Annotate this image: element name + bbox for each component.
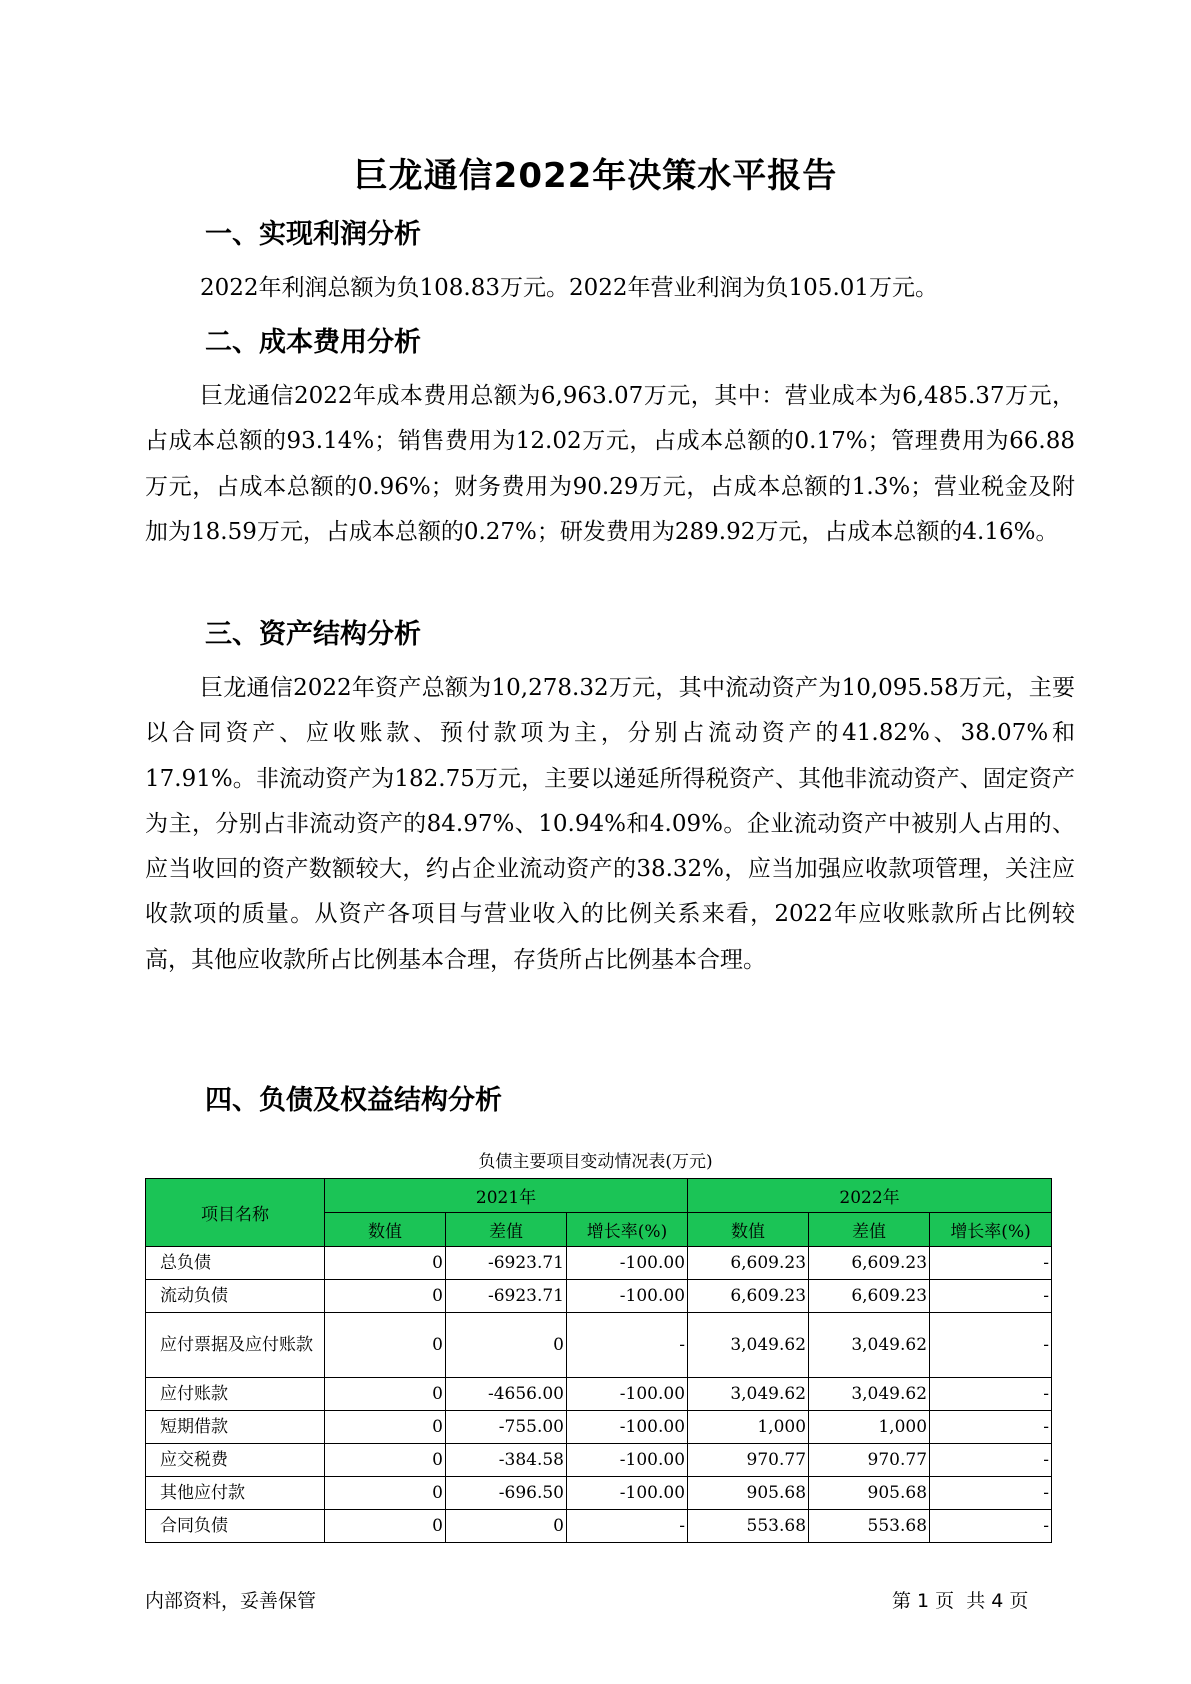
section-heading-liabilities: 四、负债及权益结构分析 (205, 1085, 502, 1116)
cell-value-2022: 1,000 (688, 1411, 809, 1444)
header-year-2021: 2021年 (325, 1179, 688, 1213)
table-row (146, 1280, 1052, 1313)
header-value-2022: 数值 (688, 1213, 809, 1247)
cell-value-2022: 553.68 (688, 1510, 809, 1543)
cell-growth-2021: -100.00 (567, 1378, 688, 1411)
row-name: 总负债 (146, 1247, 325, 1280)
cell-growth-2021: - (567, 1510, 688, 1543)
paragraph-profit: 2022年利润总额为负108.83万元。2022年营业利润为负105.01万元。 (200, 275, 939, 301)
cell-diff-2022: 905.68 (809, 1477, 930, 1510)
cell-diff-2022: 6,609.23 (809, 1247, 930, 1280)
cell-value-2021: 0 (325, 1378, 446, 1411)
cell-value-2021: 0 (325, 1444, 446, 1477)
table-row (146, 1510, 1052, 1543)
cell-diff-2021: -384.58 (446, 1444, 567, 1477)
row-name: 应交税费 (146, 1444, 325, 1477)
cell-value-2022: 905.68 (688, 1477, 809, 1510)
row-name: 流动负债 (146, 1280, 325, 1313)
cell-value-2021: 0 (325, 1510, 446, 1543)
cell-diff-2021: -4656.00 (446, 1378, 567, 1411)
cell-growth-2022: - (930, 1411, 1052, 1444)
cell-growth-2022: - (930, 1378, 1052, 1411)
table-row (146, 1247, 1052, 1280)
cell-growth-2022: - (930, 1280, 1052, 1313)
page-number: 第 1 页 共 4 页 (892, 1590, 1029, 1612)
paragraph-cost: 巨龙通信2022年成本费用总额为6,963.07万元，其中：营业成本为6,485.37万元，占成本总额的93.14%；销售费用为12.02万元，占成本总额的0.17%；管理费用为66.88万元，占成本总额的0.96%；财务费用为90.29万元，占成本总额的1.3%；营业税金及附加为18.59万元，占成本总额的0.27%；研发费用为289.92万元，占成本总额的4.16%。 (145, 383, 1075, 545)
cell-growth-2021: -100.00 (567, 1247, 688, 1280)
cell-growth-2022: - (930, 1510, 1052, 1543)
cell-diff-2022: 553.68 (809, 1510, 930, 1543)
cell-value-2022: 6,609.23 (688, 1247, 809, 1280)
cell-value-2022: 970.77 (688, 1444, 809, 1477)
page-title: 巨龙通信2022年决策水平报告 (353, 156, 838, 196)
row-name: 应付票据及应付账款 (146, 1313, 325, 1378)
cell-value-2021: 0 (325, 1411, 446, 1444)
liabilities-table (145, 1178, 1052, 1543)
cell-value-2021: 0 (325, 1313, 446, 1378)
table-row (146, 1411, 1052, 1444)
section-heading-profit: 一、实现利润分析 (205, 219, 421, 250)
cell-value-2021: 0 (325, 1280, 446, 1313)
header-value-2021: 数值 (325, 1213, 446, 1247)
table-row (146, 1313, 1052, 1378)
cell-diff-2022: 1,000 (809, 1411, 930, 1444)
header-diff-2022: 差值 (809, 1213, 930, 1247)
row-name: 其他应付款 (146, 1477, 325, 1510)
table-row (146, 1477, 1052, 1510)
cell-growth-2021: - (567, 1313, 688, 1378)
footer-confidential-note: 内部资料，妥善保管 (145, 1590, 317, 1612)
cell-value-2022: 3,049.62 (688, 1313, 809, 1378)
cell-diff-2021: -6923.71 (446, 1280, 567, 1313)
header-year-2022: 2022年 (688, 1179, 1052, 1213)
cell-diff-2021: -6923.71 (446, 1247, 567, 1280)
section-heading-cost: 二、成本费用分析 (205, 327, 421, 358)
cell-diff-2022: 3,049.62 (809, 1378, 930, 1411)
cell-diff-2021: 0 (446, 1313, 567, 1378)
cell-diff-2021: -755.00 (446, 1411, 567, 1444)
cell-value-2022: 3,049.62 (688, 1378, 809, 1411)
row-name: 合同负债 (146, 1510, 325, 1543)
cell-diff-2022: 970.77 (809, 1444, 930, 1477)
header-growth-2022: 增长率(%) (930, 1213, 1052, 1247)
cell-growth-2022: - (930, 1247, 1052, 1280)
table-row (146, 1378, 1052, 1411)
section-heading-assets: 三、资产结构分析 (205, 619, 421, 650)
cell-diff-2021: 0 (446, 1510, 567, 1543)
header-diff-2021: 差值 (446, 1213, 567, 1247)
table-row (146, 1444, 1052, 1477)
cell-diff-2021: -696.50 (446, 1477, 567, 1510)
cell-growth-2021: -100.00 (567, 1477, 688, 1510)
cell-growth-2022: - (930, 1313, 1052, 1378)
cell-diff-2022: 6,609.23 (809, 1280, 930, 1313)
row-name: 应付账款 (146, 1378, 325, 1411)
table-caption: 负债主要项目变动情况表(万元) (478, 1152, 713, 1172)
paragraph-assets: 巨龙通信2022年资产总额为10,278.32万元，其中流动资产为10,095.58万元，主要以合同资产、应收账款、预付款项为主，分别占流动资产的41.82%、38.07%和17.91%。非流动资产为182.75万元，主要以递延所得税资产、其他非流动资产、固定资产为主，分别占非流动资产的84.97%、10.94%和4.09%。企业流动资产中被别人占用的、应当收回的资产数额较大，约占企业流动资产的38.32%，应当加强应收款项管理，关注应收款项的质量。从资产各项目与营业收入的比例关系来看，2022年应收账款所占比例较高，其他应收款所占比例基本合理，存货所占比例基本合理。 (145, 675, 1075, 973)
row-name: 短期借款 (146, 1411, 325, 1444)
cell-growth-2022: - (930, 1444, 1052, 1477)
cell-growth-2021: -100.00 (567, 1444, 688, 1477)
cell-diff-2022: 3,049.62 (809, 1313, 930, 1378)
header-growth-2021: 增长率(%) (567, 1213, 688, 1247)
cell-value-2022: 6,609.23 (688, 1280, 809, 1313)
cell-growth-2022: - (930, 1477, 1052, 1510)
header-item-name: 项目名称 (146, 1179, 325, 1247)
cell-value-2021: 0 (325, 1247, 446, 1280)
cell-growth-2021: -100.00 (567, 1411, 688, 1444)
cell-growth-2021: -100.00 (567, 1280, 688, 1313)
cell-value-2021: 0 (325, 1477, 446, 1510)
